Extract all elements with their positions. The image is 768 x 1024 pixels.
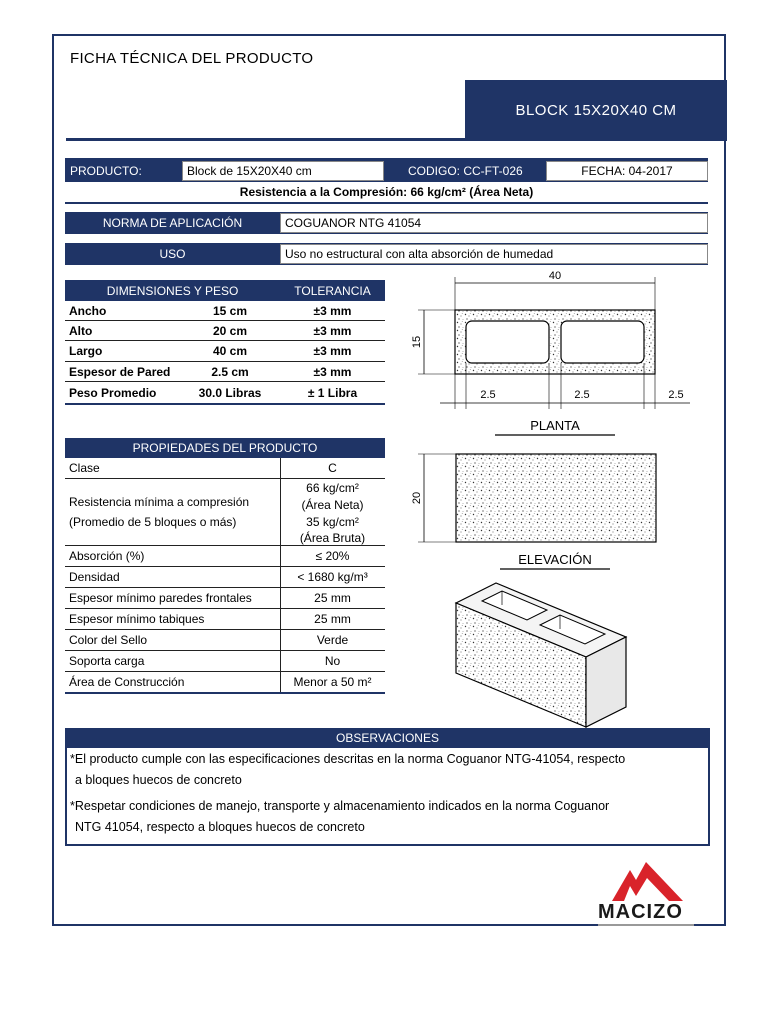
table-row [65, 567, 385, 588]
block-elevation [456, 454, 656, 542]
planta-label: PLANTA [530, 418, 580, 433]
dim-height-label: 20 [411, 491, 423, 505]
table-row [65, 362, 385, 382]
table-row [65, 588, 385, 609]
observation-1a: *El producto cumple con las especificaciones descritas en la norma Coguanor NTG-41054, respecto [70, 752, 626, 766]
elevacion-label: ELEVACIÓN [518, 552, 592, 567]
prop-name: Área de Construcción [69, 675, 185, 689]
product-code: CODIGO: CC-FT-026 [408, 164, 523, 178]
prop-value: 25 mm [314, 612, 351, 626]
dim-tolerance: ±3 mm [313, 364, 352, 379]
observation-2b: NTG 41054, respecto a bloques huecos de concreto [75, 820, 365, 834]
divider [65, 202, 708, 204]
dim-name: Peso Promedio [69, 385, 157, 400]
prop-value: (Área Neta) [301, 497, 364, 512]
dim-value: 2.5 cm [211, 364, 249, 379]
dimensions-table [65, 301, 385, 405]
dim-length-label: 40 [548, 270, 562, 282]
prop-value: Menor a 50 m² [293, 675, 372, 689]
prop-value: ≤ 20% [315, 549, 350, 563]
product-value: Block de 15X20X40 cm [182, 161, 384, 181]
logo-tagline-line [598, 924, 694, 926]
prop-name: Espesor mínimo paredes frontales [69, 591, 252, 605]
properties-table [65, 458, 385, 694]
macizo-logo-text: MACIZO [598, 901, 683, 923]
dim-tolerance: ±3 mm [313, 344, 352, 358]
plan-view [411, 270, 690, 435]
dim-tolerance: ±3 mm [313, 323, 352, 338]
dim-tolerance: ± 1 Libra [307, 385, 358, 400]
cavity-left [466, 321, 549, 363]
table-row [65, 651, 385, 672]
table-row [65, 479, 385, 546]
dimensions-header-label: DIMENSIONES Y PESO [106, 283, 239, 298]
norma-value: COGUANOR NTG 41054 [280, 213, 708, 233]
uso-value: Uso no estructural con alta absorción de humedad [280, 244, 708, 264]
tolerance-header-label: TOLERANCIA [294, 283, 371, 298]
prop-value: No [324, 654, 341, 668]
dim-wall-mid-label: 2.5 [574, 389, 590, 401]
dim-width-label: 15 [411, 335, 423, 349]
observation-2a: *Respetar condiciones de manejo, transporte y almacenamiento indicados en la norma Coguanor [70, 799, 610, 813]
prop-value: 66 kg/cm² [306, 480, 359, 495]
table-row [65, 341, 385, 362]
prop-value: 35 kg/cm² [306, 514, 359, 529]
dim-name: Alto [69, 323, 93, 338]
prop-name: Espesor mínimo tabiques [69, 612, 205, 626]
prop-name: (Promedio de 5 bloques o más) [69, 515, 237, 529]
block-drawing [400, 265, 710, 730]
cavity-right [561, 321, 644, 363]
dim-name: Espesor de Pared [69, 364, 171, 379]
table-row [65, 458, 385, 479]
prop-name: Densidad [69, 570, 120, 584]
dim-wall-left-label: 2.5 [480, 389, 496, 401]
properties-header-label: PROPIEDADES DEL PRODUCTO [132, 441, 318, 455]
prop-name: Clase [69, 461, 100, 475]
logo-mountain [612, 862, 683, 901]
observation-1b: a bloques huecos de concreto [75, 773, 242, 787]
product-date: FECHA: 04-2017 [546, 161, 708, 181]
dim-value: 20 cm [212, 323, 248, 338]
table-row [65, 609, 385, 630]
title-rule [66, 138, 466, 141]
dim-value: 30.0 Libras [198, 385, 262, 400]
table-row [65, 672, 385, 694]
dim-wall-right-label: 2.5 [668, 389, 684, 401]
dim-name: Largo [69, 344, 103, 358]
product-resistance: Resistencia a la Compresión: 66 kg/cm² (Área Neta) [239, 185, 534, 199]
prop-value: < 1680 kg/m³ [297, 570, 368, 584]
table-row [65, 321, 385, 341]
dim-value: 15 cm [212, 303, 248, 318]
prop-value: (Área Bruta) [299, 531, 366, 545]
uso-label: USO [159, 247, 186, 261]
prop-name: Resistencia mínima a compresión [69, 495, 250, 509]
prop-name: Absorción (%) [69, 549, 145, 563]
elevation-view [411, 454, 656, 569]
norma-label: NORMA DE APLICACIÓN [102, 216, 243, 230]
dim-name: Ancho [69, 303, 107, 318]
page-title: FICHA TÉCNICA DEL PRODUCTO [70, 50, 314, 67]
observations-header-label: OBSERVACIONES [336, 731, 439, 745]
table-row [65, 301, 385, 321]
macizo-logo-mark [610, 856, 685, 904]
prop-name: Color del Sello [69, 633, 148, 647]
table-row [65, 630, 385, 651]
dim-tolerance: ±3 mm [313, 303, 352, 318]
table-row [65, 546, 385, 567]
prop-value: Verde [316, 633, 349, 647]
product-banner: BLOCK 15X20X40 CM [465, 80, 727, 141]
product-label: PRODUCTO: [70, 164, 142, 178]
prop-value: 25 mm [314, 591, 351, 605]
prop-name: Soporta carga [69, 654, 145, 668]
dim-value: 40 cm [212, 344, 248, 358]
prop-value: C [328, 461, 337, 475]
isometric-block [456, 583, 626, 727]
table-row [65, 382, 385, 405]
